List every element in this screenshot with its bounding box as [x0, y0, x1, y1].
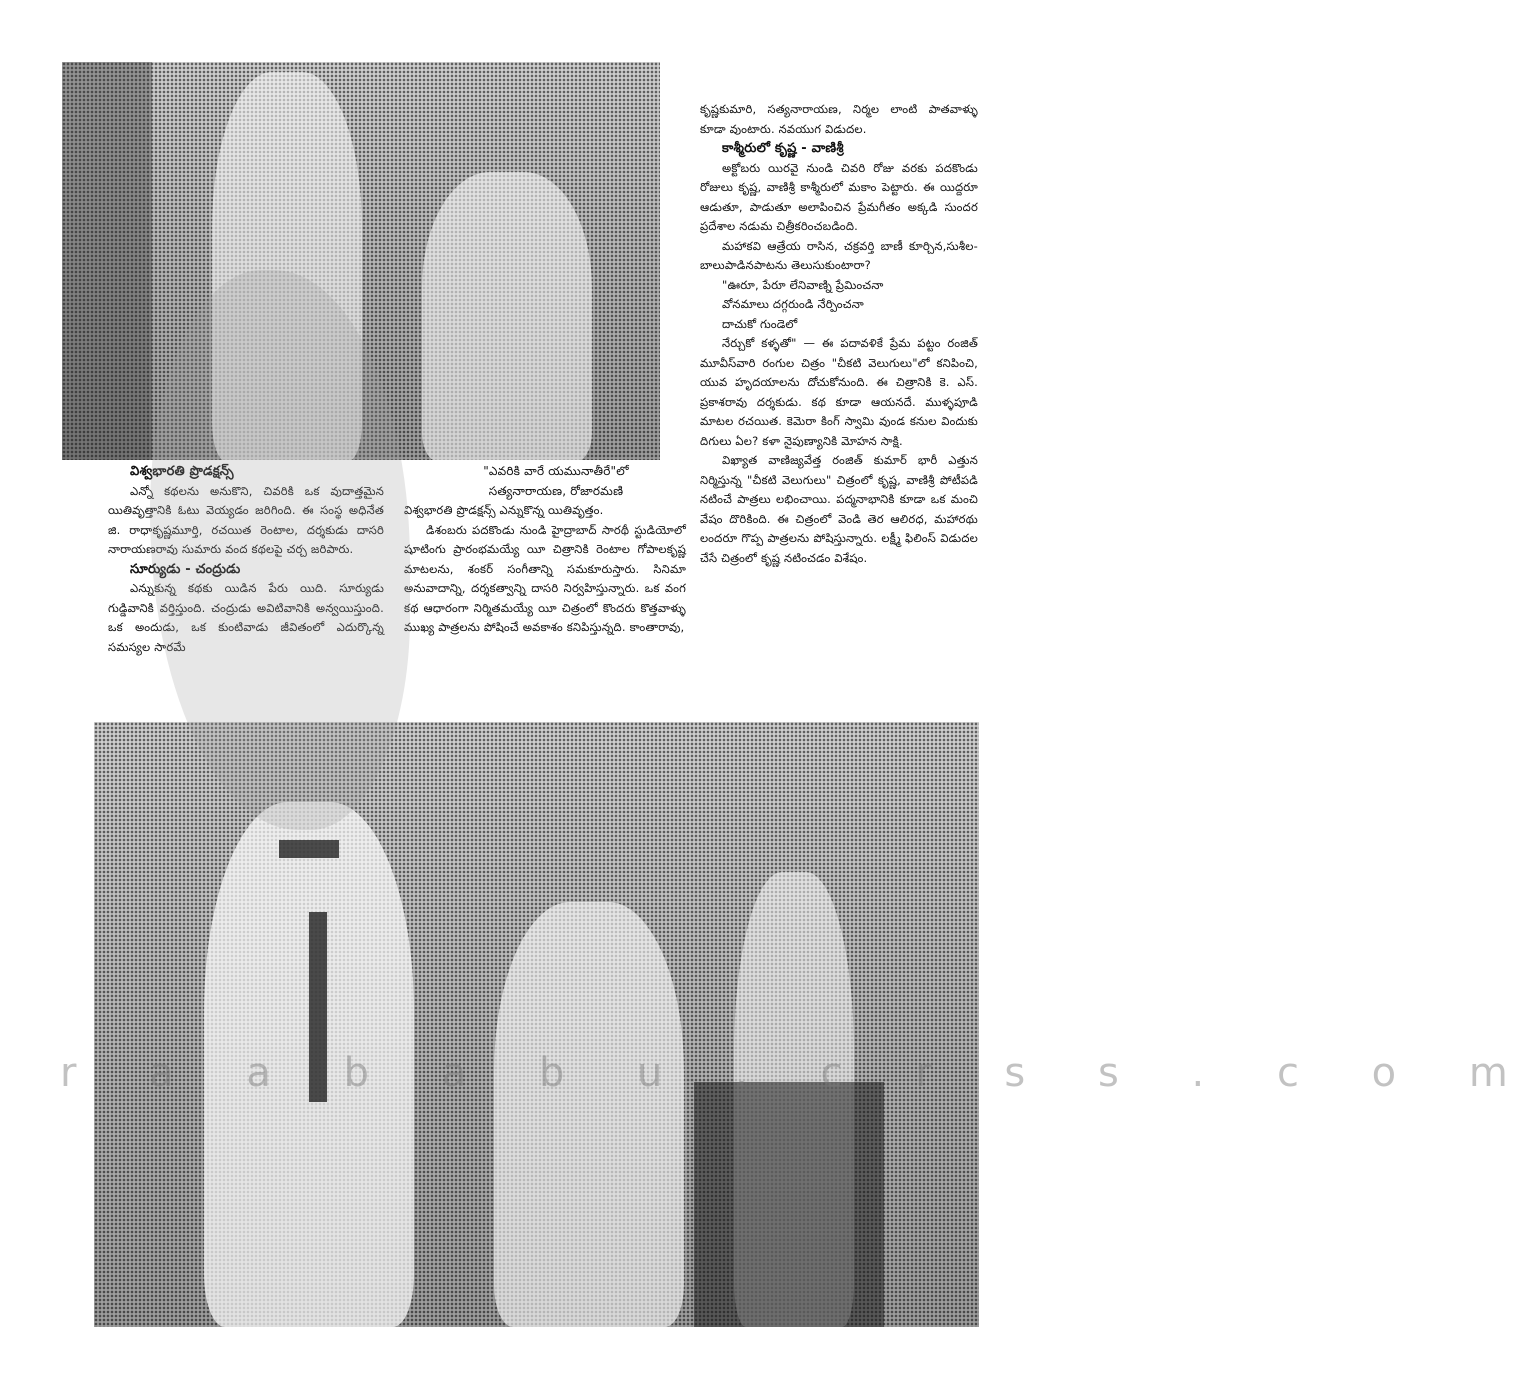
paragraph-kashmir-3: నేర్చుకో కళ్ళతో" — ఈ పదావళికే ప్రేమ పట్టం రంజిత్ మూవీస్‌వారి రంగుల చిత్రం "చీకటి వెలుగులు"లో కనిపించి, యువ హృదయాలను దోచుకోనుంది. ఈ చిత్రానికి కె. ఎస్. ప్రకాశరావు దర్శకుడు. కథ కూడా ఆయనదే. ముళ్ళపూడి మాటల రచయిత. కెమెరా కింగ్ స్వామి వుండ కనుల విందుకు దిగులు ఏల? కళా నైపుణ్యానికి మోహన సాక్షి. [700, 336, 978, 448]
verse-line-2: వోనమాలు దగ్గరుండి నేర్పించనా [722, 297, 864, 311]
heading-suryudu-chandrudu: సూర్యుడు - చంద్రుడు [130, 561, 241, 577]
heading-kashmir: కాశ్మీరులో కృష్ణ - వాణిశ్రీ [722, 141, 844, 156]
bottom-photo [94, 722, 979, 1327]
paragraph-middle-1: విశ్వభారతి ప్రొడక్షన్స్ ఎన్నుకొన్న యితివృత్తం. [404, 503, 604, 517]
paragraph-kashmir-2: మహాకవి ఆత్రేయ రాసిన, చక్రవర్తి బాణీ కూర్చిన,సుశీల-బాలుపాడినపాటను తెలుసుకుంటారా? [700, 238, 978, 272]
paragraph-kashmir-4: విఖ్యాత వాణిజ్యవేత్త రంజిత్ కుమార్ భారీ ఎత్తున నిర్మిస్తున్న "చీకటి వెలుగులు" చిత్రంలో కృష్ణ, వాణిశ్రీ పోటీపడి నటించే పాత్రలు లభించాయి. పద్మనాభానికి కూడా ఒక మంచి వేషం దొరికింది. ఈ చిత్రంలో వెండి తెర ఆలిరధ, మహారథు లందరూ గొప్ప పాత్రలను పోషిస్తున్నారు. లక్ష్మీ ఫిలింస్ విడుదల చేసే చిత్రంలో కృష్ణ నటించడం విశేషం. [700, 453, 978, 565]
paragraph-kashmir-1: అక్టోబరు యిరవై నుండి చివరి రోజు వరకు పదకొండు రోజులు కృష్ణ, వాణిశ్రీ కాశ్మీరులో మకాం పెట్టారు. ఈ యిద్దరూ ఆడుతూ, పాడుతూ అలాపించిన ప్రేమగీతం అక్కడి సుందర ప్రదేశాల నడుమ చిత్రీకరించబడింది. [700, 160, 978, 233]
verse-line-3: దాచుకో గుండెలో [722, 316, 798, 331]
paragraph-suryudu: ఎన్నుకున్న కథకు యిడిన పేరు యిది. సూర్యుడు గుడ్డివానికి వర్తిస్తుంది. చంద్రుడు అవిటివానికి అన్వయిస్తుంది. ఒక అందుడు, ఒక కుంటివాడు జీవితంలో ఎదుర్కొన్న సమస్యల సారమే [108, 581, 384, 654]
paragraph-viswabharati: ఎన్నో కథలను అనుకొని, చివరికి ఒక వుదాత్తమైన యితివృత్తానికి ఓటు వెయ్యడం జరిగింది. ఈ సంస్థ అధినేత జి. రాధాకృష్ణమూర్తి, రచయిత రెంటాల, దర్శకుడు దాసరి నారాయణరావు సుమారు వంద కథలపై చర్చ జరిపారు. [108, 483, 384, 556]
heading-viswabharati: విశ్వభారతి ప్రొడక్షన్స్ [130, 464, 234, 479]
woman-in-saree-figure [494, 902, 684, 1327]
intro-paragraph: కృష్ణకుమారి, సత్యనారాయణ, నిర్మల లాంటి పాతవాళ్ళు కూడా వుంటారు. నవయుగ విడుదల. [700, 102, 978, 136]
watermark-text: r a a b a b u . c r s s . c o m [60, 1050, 1538, 1096]
paragraph-middle-2: డిశంబరు పదకొండు నుండి హైద్రాబాద్ సారథీ స్టుడియోలో షూటింగు ప్రారంభమయ్యే యీ చిత్రానికి రెంటాల గోపాలకృష్ణ మాటలను, శంకర్ సంగీతాన్ని సమకూరుస్తారు. సినిమా అనువాదాన్ని, దర్శకత్వాన్ని దాసరి నిర్వహిస్తున్నారు. ఒక వంగ కథ ఆధారంగా నిర్మితమయ్యే యీ చిత్రంలో కొందరు కొత్తవాళ్ళు ముఖ్య పాత్రలను పోషించే అవకాశం కనిపిస్తున్నది. కాంతారావు, [404, 522, 686, 634]
sunglasses [279, 840, 339, 858]
chair [694, 1082, 884, 1327]
verse-line-1: "ఊరూ, పేరూ లేనివాణ్ని ప్రేమించనా [722, 277, 884, 292]
right-column-top [700, 100, 978, 568]
photo-caption-line-2: సత్యనారాయణ, రోజారమణి [488, 483, 624, 498]
middle-column [404, 462, 686, 638]
woman-figure [422, 172, 592, 462]
photo-caption-line-1: "ఎవరికి వారే యమునాతీరే"లో [483, 464, 629, 478]
photo-shadow [62, 62, 152, 460]
